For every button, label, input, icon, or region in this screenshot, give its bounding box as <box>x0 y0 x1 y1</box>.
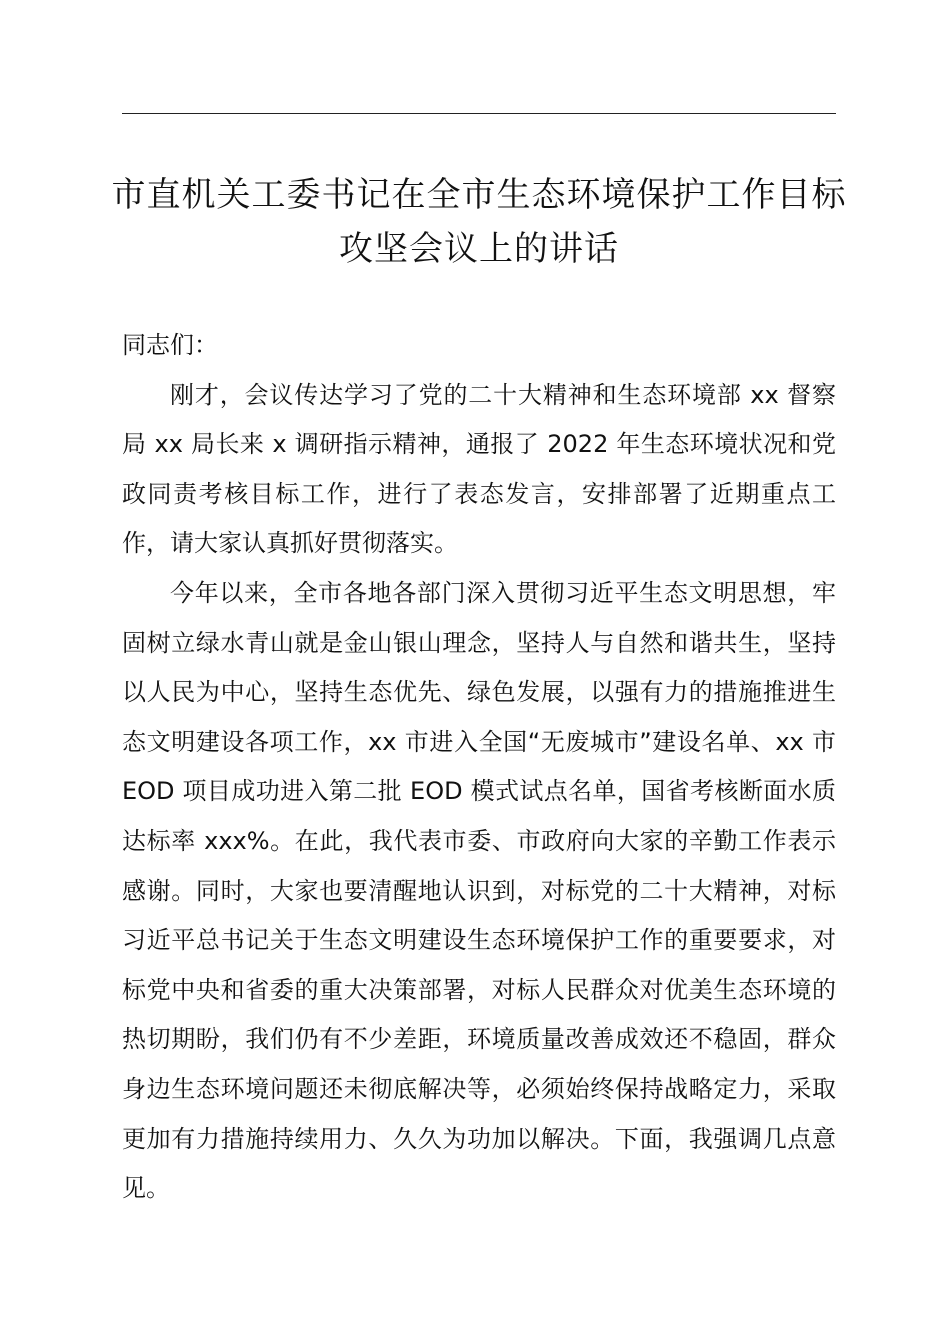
document-body <box>122 321 836 1214</box>
salutation: 同志们： <box>122 331 218 359</box>
paragraph: 刚才，会议传达学习了党的二十大精神和生态环境部 xx 督察局 xx 局长来 x 调研指示精神，通报了 2022 年生态环境状况和党政同责考核目标工作，进行了表态发言，安排部署了近期重点工作，请大家认真抓好贯彻落实。 <box>122 380 836 558</box>
document-title: 市直机关工委书记在全市生态环境保护工作目标攻坚会议上的讲话 <box>111 175 847 269</box>
paragraph: 今年以来，全市各地各部门深入贯彻习近平生态文明思想，牢固树立绿水青山就是金山银山理念，坚持人与自然和谐共生，坚持以人民为中心，坚持生态优先、绿色发展，以强有力的措施推进生态文明建设各项工作，xx 市进入全国“无废城市”建设名单、xx 市 EOD 项目成功进入第二批 EOD 模式试点名单，国省考核断面水质达标率 xxx%。在此，我代表市委、市政府向大家的辛勤工作表示感谢。同时，大家也要清醒地认识到，对标党的二十大精神，对标习近平总书记关于生态文明建设生态环境保护工作的重要要求，对标党中央和省委的重大决策部署，对标人民群众对优美生态环境的热切期盼，我们仍有不少差距，环境质量改善成效还不稳固，群众身边生态环境问题还未彻底解决等，必须始终保持战略定力，采取更加有力措施持续用力、久久为功加以解决。下面，我强调几点意见。 <box>122 578 836 1203</box>
header-divider <box>122 113 836 114</box>
